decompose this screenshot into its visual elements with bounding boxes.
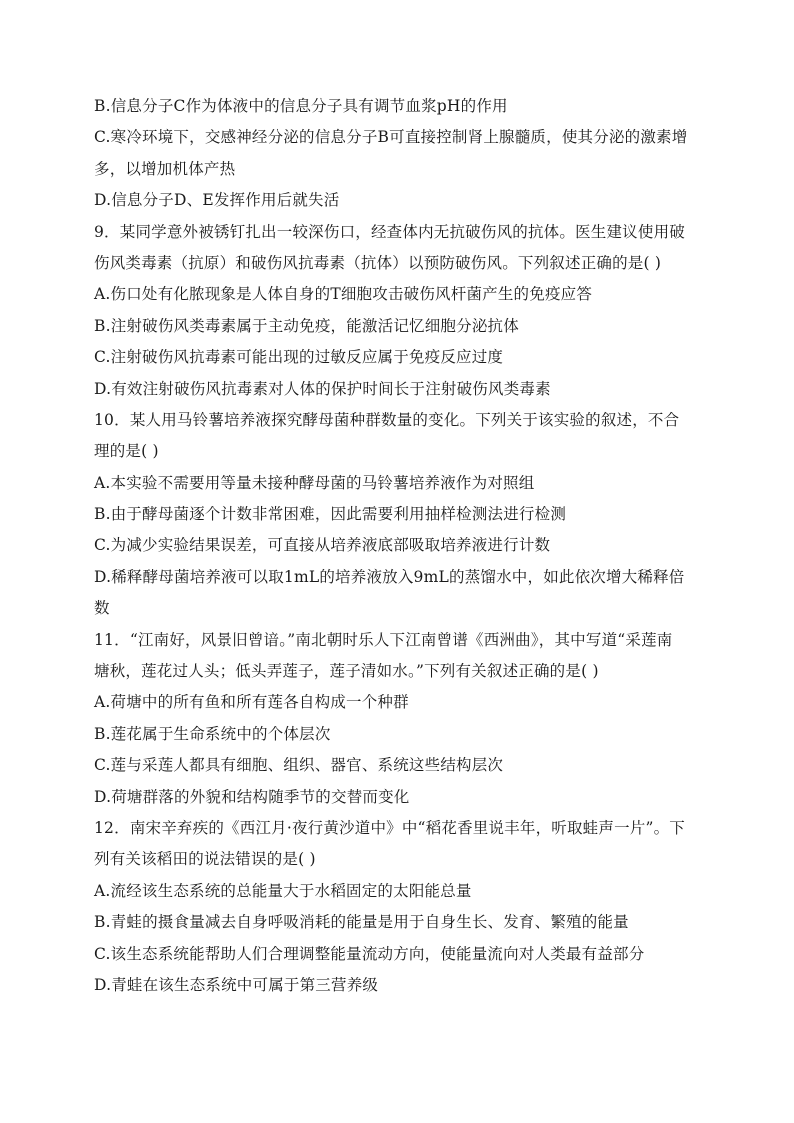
q8-option-c-line1: C.寒冷环境下，交感神经分泌的信息分子B可直接控制肾上腺髓质，使其分泌的激素增 (94, 128, 688, 147)
q9-option-d: D.有效注射破伤风抗毒素对人体的保护时间长于注射破伤风类毒素 (94, 379, 551, 398)
question-12 (94, 813, 700, 1001)
q9-stem-line2: 伤风类毒素（抗原）和破伤风抗毒素（抗体）以预防破伤风。下列叙述正确的是( ) (94, 253, 662, 272)
q11-stem-line1: 11．“江南好，风景旧曾谙。”南北朝时乐人下江南曾谱《西洲曲》，其中写道“采莲南 (94, 630, 673, 649)
q12-option-b: B.青蛙的摄食量减去自身呼吸消耗的能量是用于自身生长、发育、繁殖的能量 (94, 913, 629, 932)
q11-option-c: C.莲与采莲人都具有细胞、组织、器官、系统这些结构层次 (94, 756, 504, 775)
q10-stem-line1: 10．某人用马铃薯培养液探究酵母菌种群数量的变化。下列关于该实验的叙述，不合 (94, 410, 680, 429)
q9-option-a: A.伤口处有化脓现象是人体自身的T细胞攻击破伤风杆菌产生的免疫应答 (94, 285, 593, 304)
q10-option-d-line1: D.稀释酵母菌培养液可以取1mL的培养液放入9mL的蒸馏水中，如此依次增大稀释倍 (94, 567, 685, 586)
q12-option-d: D.青蛙在该生态系统中可属于第三营养级 (94, 975, 379, 994)
q11-stem-line2: 塘秋，莲花过人头；低头弄莲子，莲子清如水。”下列有关叙述正确的是( ) (94, 662, 599, 681)
q9-option-b: B.注射破伤风类毒素属于主动免疫，能激活记忆细胞分泌抗体 (94, 316, 519, 335)
q10-option-a: A.本实验不需要用等量未接种酵母菌的马铃薯培养液作为对照组 (94, 473, 535, 492)
question-10 (94, 405, 700, 625)
q10-stem-line2: 理的是( ) (94, 442, 159, 461)
q11-option-a: A.荷塘中的所有鱼和所有莲各自构成一个种群 (94, 693, 409, 712)
question-9 (94, 217, 700, 405)
q9-option-c: C.注射破伤风抗毒素可能出现的过敏反应属于免疫反应过度 (94, 348, 504, 367)
q11-option-d: D.荷塘群落的外貌和结构随季节的交替而变化 (94, 787, 410, 806)
q8-option-d: D.信息分子D、E发挥作用后就失活 (94, 191, 340, 210)
q8-option-c-line2: 多，以增加机体产热 (94, 159, 236, 178)
q10-option-b: B.由于酵母菌逐个计数非常困难，因此需要利用抽样检测法进行检测 (94, 505, 567, 524)
q9-stem-line1: 9．某同学意外被锈钉扎出一较深伤口，经查体内无抗破伤风的抗体。医生建议使用破 (94, 222, 685, 241)
q12-stem-line1: 12．南宋辛弃疾的《西江月·夜行黄沙道中》中“稻花香里说丰年，听取蛙声一片”。下 (94, 818, 686, 837)
q12-option-c: C.该生态系统能帮助人们合理调整能量流动方向，使能量流向对人类最有益部分 (94, 944, 645, 963)
q11-option-b: B.莲花属于生命系统中的个体层次 (94, 724, 331, 743)
q12-option-a: A.流经该生态系统的总能量大于水稻固定的太阳能总量 (94, 881, 472, 900)
q10-option-d-line2: 数 (94, 599, 110, 618)
question-11 (94, 625, 700, 813)
q8-options (94, 91, 700, 217)
q8-option-b: B.信息分子C作为体液中的信息分子具有调节血浆pH的作用 (94, 97, 508, 115)
q10-option-c: C.为减少实验结果误差，可直接从培养液底部吸取培养液进行计数 (94, 536, 551, 555)
q12-stem-line2: 列有关该稻田的说法错误的是( ) (94, 850, 316, 869)
